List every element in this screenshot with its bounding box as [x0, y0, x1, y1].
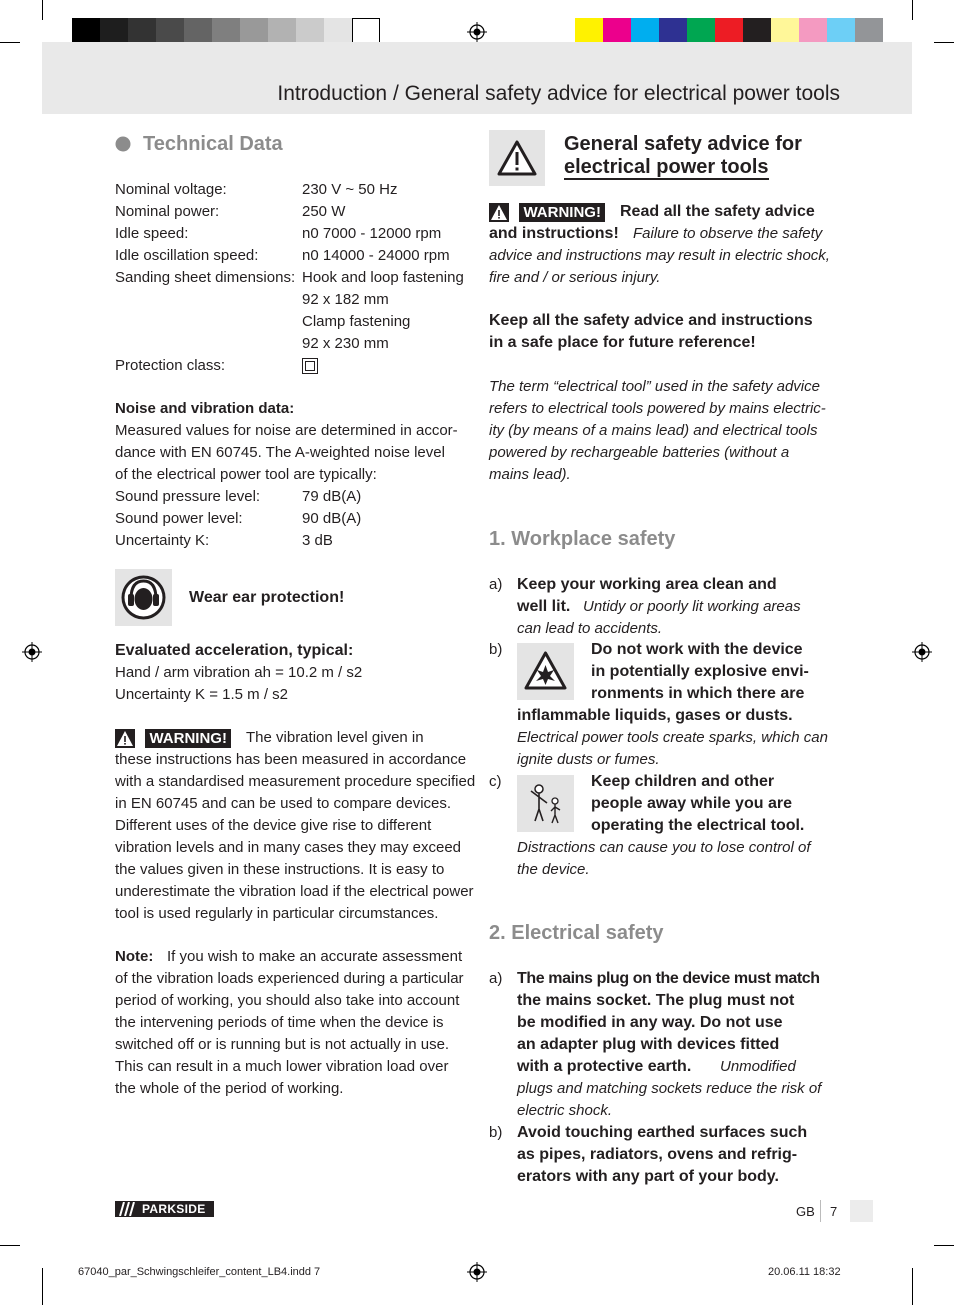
term-text-line: mains lead). — [489, 466, 571, 483]
parkside-logo — [115, 1201, 214, 1217]
crop-mark — [934, 1245, 954, 1246]
warning-label-left — [115, 729, 231, 748]
note-text-line: If you wish to make an accurate assessment — [167, 948, 463, 965]
workplace-c-bold: Keep children and other — [591, 773, 775, 790]
electrical-a-bold: The mains plug on the device must match — [517, 970, 820, 987]
workplace-c-italic: the device. — [517, 861, 590, 878]
list-marker: c) — [489, 773, 502, 790]
spec-label: Idle oscillation speed: — [115, 247, 259, 264]
spec-value: Clamp fastening — [302, 313, 411, 330]
crop-mark — [0, 42, 20, 43]
noise-heading: Noise and vibration data: — [115, 400, 295, 417]
crop-mark — [912, 1268, 913, 1305]
workplace-b-italic: Electrical power tools create sparks, which can — [517, 729, 828, 746]
spec-label: Idle speed: — [115, 225, 189, 242]
warning-triangle-icon — [489, 203, 509, 222]
spec-value: n0 14000 - 24000 rpm — [302, 247, 450, 264]
electrical-a-italic: Unmodified — [720, 1058, 796, 1075]
note-text-line: switched off or is running but is not actually in use. — [115, 1036, 450, 1053]
general-warning-icon — [489, 130, 545, 186]
workplace-b-bold: in potentially explosive envi- — [591, 663, 809, 680]
electrical-safety-heading: 2. Electrical safety — [489, 922, 664, 944]
electrical-b-bold: Avoid touching earthed surfaces such — [517, 1124, 808, 1141]
spec-label: Nominal power: — [115, 203, 220, 220]
footer-shade — [850, 1200, 873, 1222]
keep-instructions-text: Keep all the safety advice and instructions — [489, 312, 813, 329]
ear-protection-label: Wear ear protection! — [189, 589, 345, 606]
safety-heading-line: General safety advice for — [564, 133, 802, 155]
warning-text-line: the values given in these instructions. It is easy to — [115, 861, 445, 878]
workplace-b-bold: inflammable liquids, gases or dusts. — [517, 707, 793, 724]
warning-italic-text: fire and / or serious injury. — [489, 269, 661, 286]
technical-data-heading: Technical Data — [143, 133, 283, 155]
term-text-line: The term “electrical tool” used in the safety advice — [489, 378, 820, 395]
page-title: Introduction / General safety advice for electrical power tools — [277, 82, 840, 105]
spec-value: 250 W — [302, 203, 346, 220]
registration-mark-icon — [22, 642, 42, 662]
electrical-b-bold: as pipes, radiators, ovens and refrig- — [517, 1146, 798, 1163]
workplace-a-italic: Untidy or poorly lit working areas — [583, 598, 801, 615]
spec-value: n0 7000 - 12000 rpm — [302, 225, 442, 242]
noise-label: Sound pressure level: — [115, 488, 261, 505]
spec-label: Sanding sheet dimensions: — [115, 269, 296, 286]
warning-text-line: vibration levels and in many cases they may exceed — [115, 839, 462, 856]
registration-mark-icon — [467, 1262, 487, 1282]
page-header — [42, 42, 912, 114]
spec-label: Protection class: — [115, 357, 226, 374]
warning-text-line: underestimate the vibration load if the electrical power — [115, 883, 474, 900]
note-text-line: the whole of the period of working. — [115, 1080, 344, 1097]
noise-label: Uncertainty K: — [115, 532, 210, 549]
noise-label: Sound power level: — [115, 510, 243, 527]
noise-value: 3 dB — [302, 532, 333, 549]
workplace-b-italic: ignite dusts or fumes. — [517, 751, 660, 768]
logo-stripes-icon — [118, 1202, 140, 1216]
registration-mark-icon — [467, 22, 487, 42]
registration-mark-icon — [912, 642, 932, 662]
print-date: 20.06.11 18:32 — [768, 1266, 841, 1278]
spec-value: Hook and loop fastening — [302, 269, 464, 286]
workplace-a-bold: well lit. — [517, 598, 571, 615]
warning-italic-text: Failure to observe the safety — [633, 225, 823, 242]
term-text-line: refers to electrical tools powered by mains electric- — [489, 400, 826, 417]
crop-mark — [934, 42, 954, 43]
list-marker: a) — [489, 576, 503, 593]
warning-text-line: in EN 60745 and can be used to compare devices. — [115, 795, 452, 812]
warning-italic-text: advice and instructions may result in electric shock, — [489, 247, 830, 264]
acceleration-line: Uncertainty K = 1.5 m / s2 — [115, 686, 288, 703]
term-text-line: powered by rechargeable batteries (without a — [489, 444, 790, 461]
workplace-b-bold: Do not work with the device — [591, 641, 803, 658]
safety-heading-line: electrical power tools — [564, 156, 769, 178]
warning-badge: WARNING! — [519, 203, 605, 222]
warning-text-line: The vibration level given in — [246, 729, 424, 746]
noise-value: 90 dB(A) — [302, 510, 362, 527]
workplace-c-bold: people away while you are — [591, 795, 792, 812]
noise-text-line: Measured values for noise are determined in accor- — [115, 422, 458, 439]
workplace-safety-heading: 1. Workplace safety — [489, 528, 676, 550]
brand-name: PARKSIDE — [142, 1202, 206, 1216]
noise-text-line: dance with EN 60745. The A-weighted noise level — [115, 444, 445, 461]
page-number: 7 — [830, 1204, 838, 1219]
workplace-b-bold: ronments in which there are — [591, 685, 805, 702]
crop-mark — [42, 1268, 43, 1305]
warning-bold-text: Read all the safety advice — [620, 203, 815, 220]
workplace-a-bold: Keep your working area clean and — [517, 576, 777, 593]
list-marker: a) — [489, 970, 503, 987]
electrical-a-italic: electric shock. — [517, 1102, 613, 1119]
warning-text-line: Different uses of the device give rise to different — [115, 817, 432, 834]
acceleration-line: Hand / arm vibration ah = 10.2 m / s2 — [115, 664, 363, 681]
electrical-a-bold: the mains socket. The plug must not — [517, 992, 795, 1009]
footer-divider — [820, 1200, 821, 1222]
spec-value: 92 x 182 mm — [302, 291, 389, 308]
print-file-name: 67040_par_Schwingschleifer_content_LB4.indd 7 — [78, 1266, 321, 1278]
electrical-b-bold: erators with any part of your body. — [517, 1168, 779, 1185]
note-text-line: period of working, you should also take into account — [115, 992, 460, 1009]
term-text-line: ity (by means of a mains lead) and electrical tools — [489, 422, 818, 439]
electrical-a-bold: be modified in any way. Do not use — [517, 1014, 783, 1031]
protection-class-ii-icon — [302, 358, 318, 374]
safety-heading — [564, 133, 802, 180]
warning-text-line: with a standardised measurement procedure specified — [115, 773, 476, 790]
noise-value: 79 dB(A) — [302, 488, 362, 505]
crop-mark — [0, 1245, 20, 1246]
footer-lang: GB — [796, 1204, 815, 1219]
spec-label: Nominal voltage: — [115, 181, 227, 198]
electrical-a-italic: plugs and matching sockets reduce the risk of — [517, 1080, 822, 1097]
warning-badge: WARNING! — [145, 729, 231, 748]
warning-text-line: tool is used regularly in particular circumstances. — [115, 905, 439, 922]
list-marker: b) — [489, 641, 503, 658]
spec-value: 230 V ~ 50 Hz — [302, 181, 398, 198]
acceleration-heading: Evaluated acceleration, typical: — [115, 642, 354, 659]
warning-triangle-icon — [115, 729, 135, 748]
crop-mark — [912, 0, 913, 20]
crop-mark — [42, 0, 43, 20]
note-label: Note: — [115, 948, 154, 965]
electrical-a-bold: with a protective earth. — [517, 1058, 692, 1075]
ear-protection-icon — [115, 569, 172, 626]
electrical-a-bold: an adapter plug with devices fitted — [517, 1036, 780, 1053]
warning-label-right — [489, 203, 605, 222]
keep-instructions-text: in a safe place for future reference! — [489, 334, 756, 351]
note-text-line: This can result in a much lower vibration load over — [115, 1058, 449, 1075]
noise-text-line: of the electrical power tool are typically: — [115, 466, 377, 483]
note-text-line: the intervening periods of time when the device is — [115, 1014, 444, 1031]
spec-value: 92 x 230 mm — [302, 335, 389, 352]
workplace-c-bold: operating the electrical tool. — [591, 817, 805, 834]
workplace-a-italic: can lead to accidents. — [517, 620, 663, 637]
note-text-line: of the vibration loads experienced during a particular — [115, 970, 464, 987]
list-marker: b) — [489, 1124, 503, 1141]
warning-bold-text: and instructions! — [489, 225, 619, 242]
keep-children-away-icon — [517, 775, 574, 832]
workplace-c-italic: Distractions can cause you to lose control of — [517, 839, 811, 856]
warning-text-line: these instructions has been measured in accordance — [115, 751, 467, 768]
bullet-icon — [115, 136, 131, 152]
explosion-hazard-icon — [517, 643, 574, 700]
